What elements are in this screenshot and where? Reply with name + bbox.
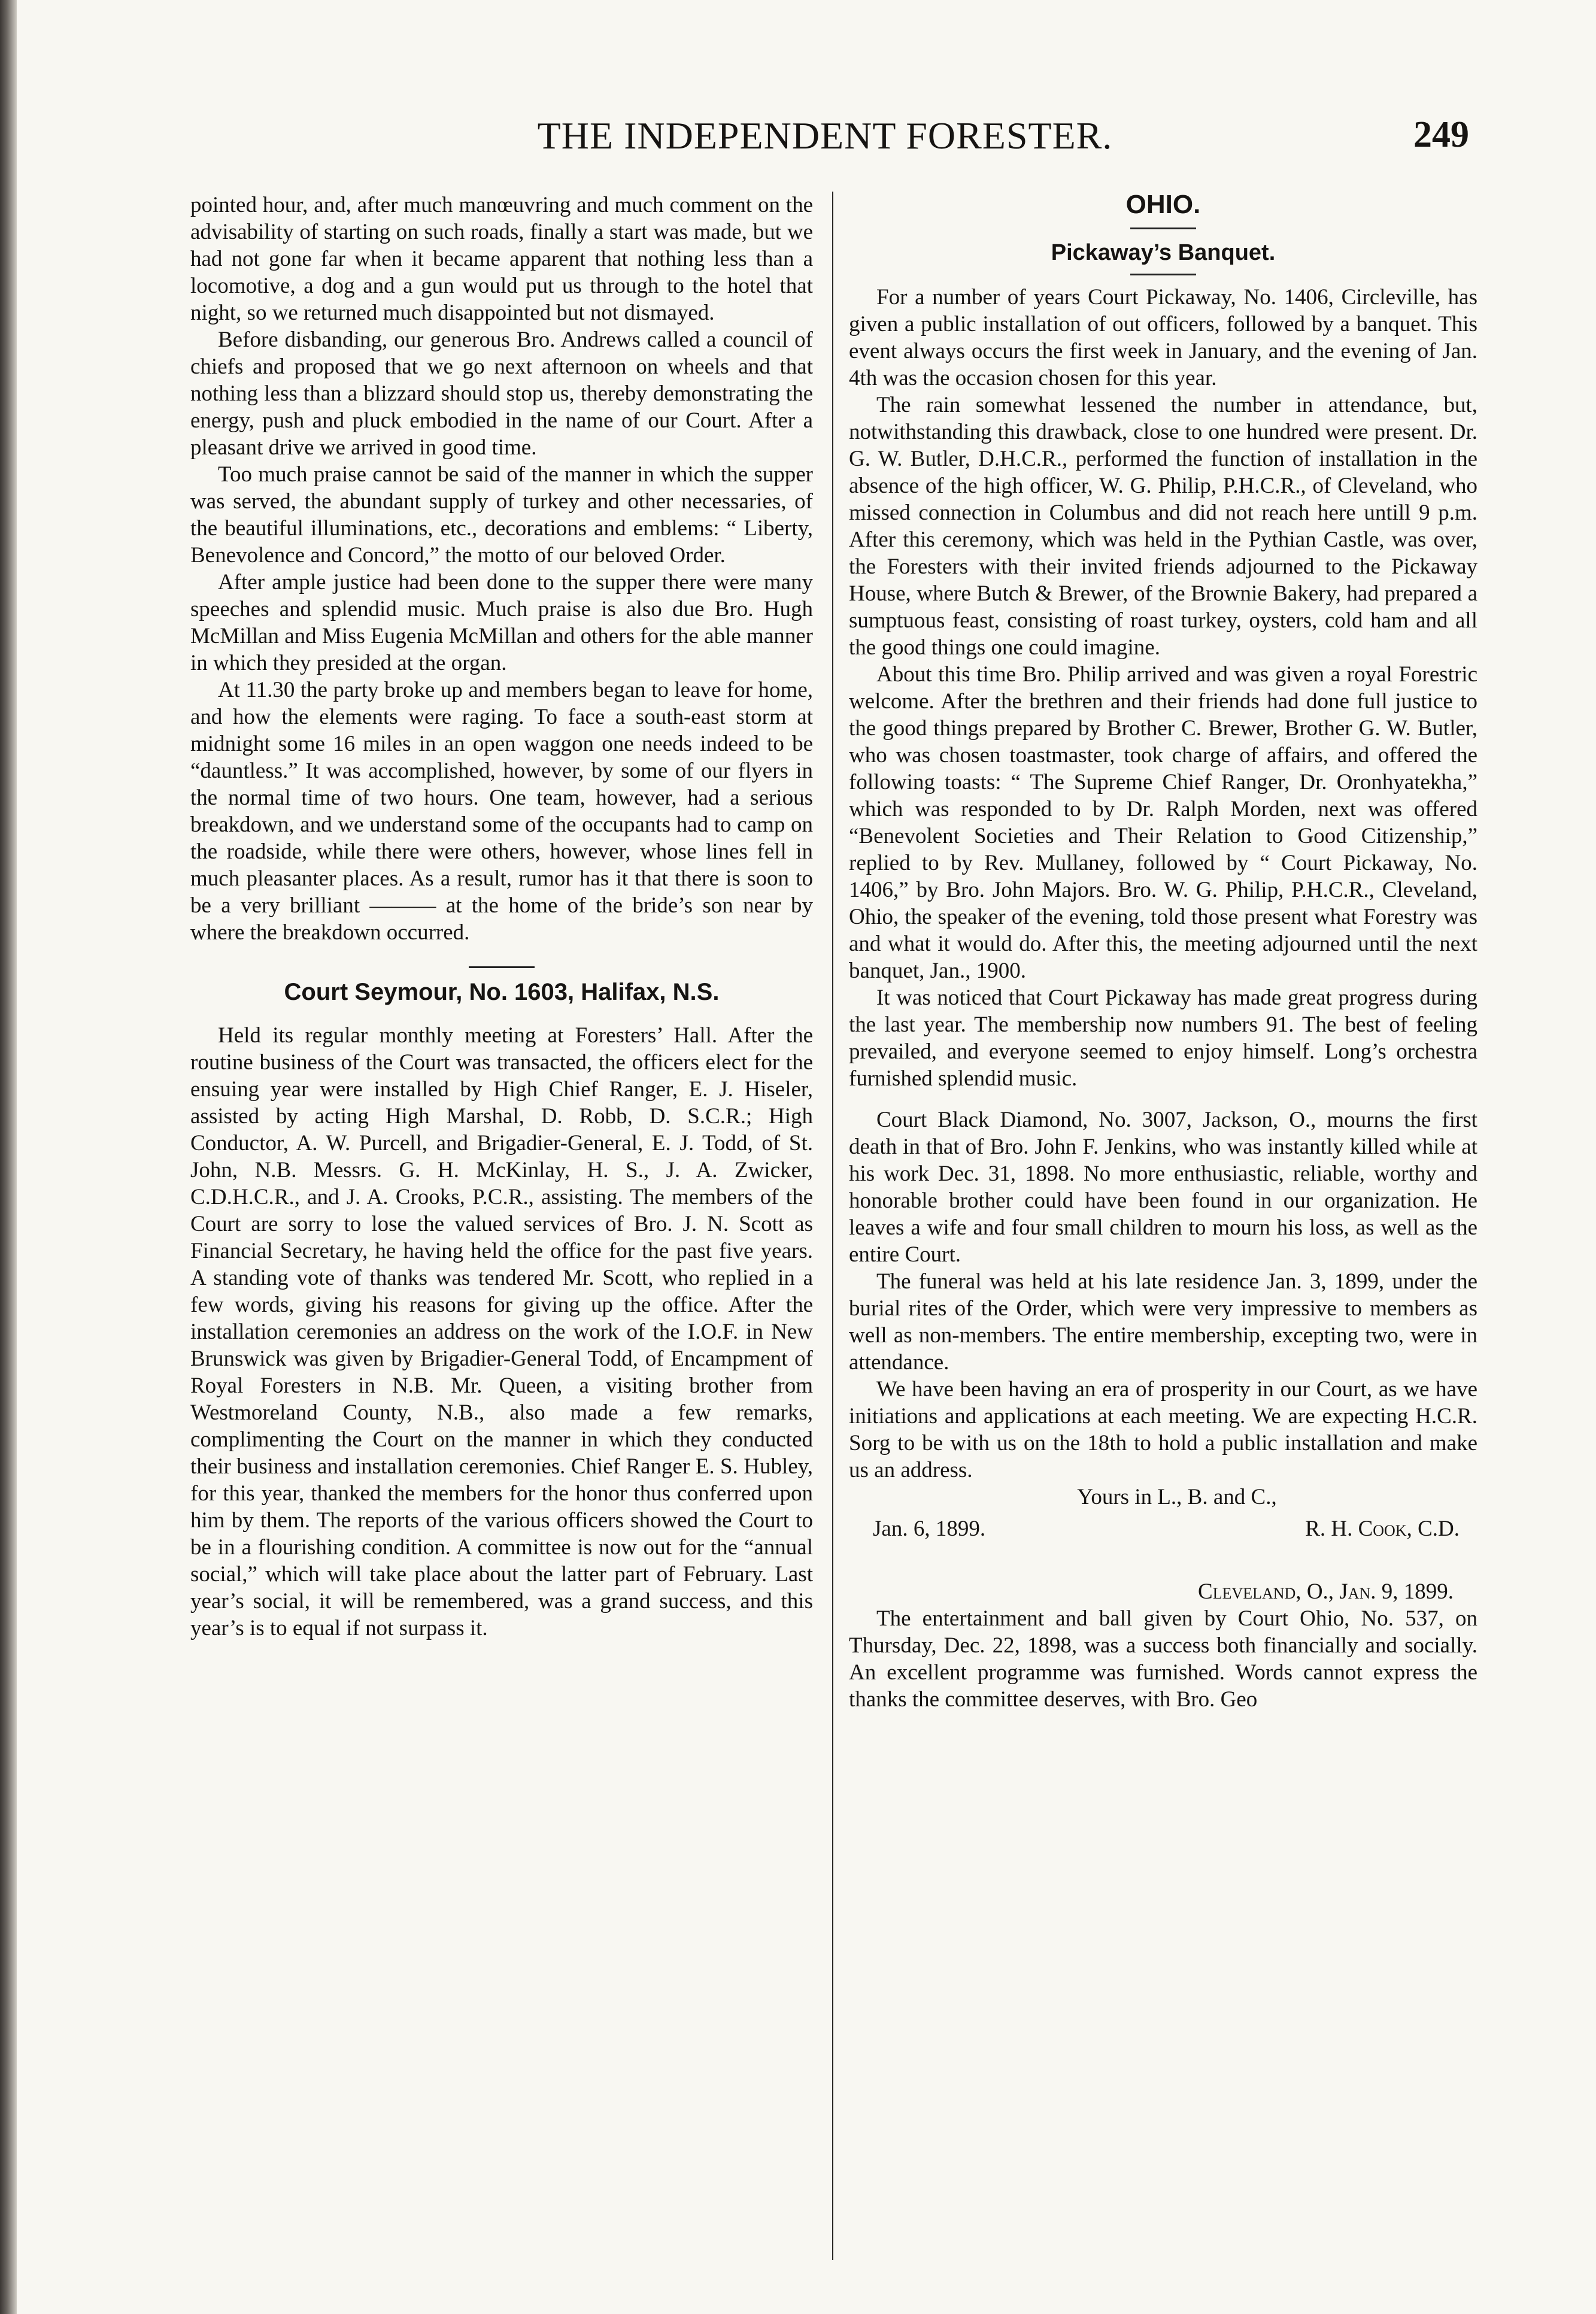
article-paragraph: At 11.30 the party broke up and members began to leave for home, and how the elements were raging. To face a south-east storm at midnight some 16 miles in an open waggon one needs indeed to be “dauntless.” It was accomplished, however, by some of our flyers in the normal time of two hours. One team, however, had a serious breakdown, and we understand some of the occupants had to camp on the roadside, while there were others, however, whose lines fell in much pleasanter places. As a result, rumor has it that there is soon to be a very brilliant ——— at the home of the bride’s son near by where the breakdown occurred. xyxy=(190,678,813,945)
page-binding-edge xyxy=(0,0,17,2314)
signature-name: R. H. Cook, C.D. xyxy=(1305,1517,1460,1541)
article-paragraph: Too much praise cannot be said of the manner in which the supper was served, the abundant supply of turkey and other necessaries, of the beautiful illuminations, etc., decorations and emblems: “ Liberty, Benevolence and Concord,” the motto of our beloved Order. xyxy=(190,462,813,568)
signature-line xyxy=(849,1515,1477,1542)
article-paragraph: The funeral was held at his late residence Jan. 3, 1899, under the burial rites of the Order, which were very impressive to members as well as non-members. The entire membership, excepting two, were in attendance. xyxy=(849,1269,1477,1375)
section-divider xyxy=(469,966,535,968)
subheading-divider xyxy=(1130,274,1196,275)
pickaway-banquet-subheading: Pickaway’s Banquet. xyxy=(1051,240,1276,265)
running-title: THE INDEPENDENT FORESTER. xyxy=(537,114,1113,157)
page-number: 249 xyxy=(1413,114,1469,155)
article-paragraph: About this time Bro. Philip arrived and was given a royal Forestric welcome. After the brethren and their friends had done full justice to the good things prepared by Brother C. Brewer, Brother G. W. Butler, who was chosen toastmaster, took charge of affairs, and offered the following toasts: “ The Supreme Chief Ranger, Dr. Oronhyatekha,” which was responded to by Dr. Ralph Morden, next was offered “Benevolent Societies and Their Relation to Good Citizenship,” replied to by Rev. Mullaney, followed by “ Court Pickaway, No. 1406,” by Bro. John Majors. Bro. W. G. Philip, P.H.C.R., Cleveland, Ohio, the speaker of the evening, told those present what Forestry was and what it would do. After this, the meeting adjourned until the next banquet, Jan., 1900. xyxy=(849,662,1477,983)
court-seymour-heading: Court Seymour, No. 1603, Halifax, N.S. xyxy=(284,979,720,1005)
article-paragraph: It was noticed that Court Pickaway has made great progress during the last year. The membership now numbers 91. The best of feeling prevailed, and everyone seemed to enjoy himself. Long’s orchestra furnished splendid music. xyxy=(849,985,1477,1091)
column-rule xyxy=(832,192,833,2260)
left-column xyxy=(190,192,813,2263)
article-paragraph: pointed hour, and, after much manœuvring and much comment on the advisability of starting on such roads, finally a start was made, but we had not gone far when it became apparent that nothing less than a locomotive, a dog and a gun would put us through to the hotel that night, so we returned much disappointed but not dismayed. xyxy=(190,193,813,325)
page-header xyxy=(190,114,1481,180)
article-paragraph: We have been having an era of prosperity in our Court, as we have initiations and applications at each meeting. We are expecting H.C.R. Sorg to be with us on the 18th to hold a public installation and make us an address. xyxy=(849,1377,1477,1482)
article-paragraph: Before disbanding, our generous Bro. Andrews called a council of chiefs and proposed that we go next afternoon on wheels and that nothing less than a blizzard should stop us, thereby demonstrating the energy, push and pluck embodied in the name of our Court. After a pleasant drive we arrived in good time. xyxy=(190,327,813,460)
article-paragraph: The rain somewhat lessened the number in attendance, but, notwithstanding this drawback, close to one hundred were present. Dr. G. W. Butler, D.H.C.R., performed the function of installation in the absence of the high officer, W. G. Philip, P.H.C.R., of Cleveland, who missed connection in Columbus and did not reach here untill 9 p.m. After this ceremony, which was held in the Pythian Castle, was over, the Foresters with their invited friends adjourned to the Pickaway House, where Butch & Brewer, of the Brownie Bakery, had prepared a sumptuous feast, consisting of roast turkey, oysters, cold ham and all the good things one could imagine. xyxy=(849,393,1477,660)
closing-salutation: Yours in L., B. and C., xyxy=(1077,1485,1277,1509)
signature-date: Jan. 6, 1899. xyxy=(873,1517,986,1541)
right-column xyxy=(849,192,1477,2263)
ohio-section-heading: OHIO. xyxy=(1125,192,1201,219)
article-paragraph: Court Black Diamond, No. 3007, Jackson, O., mourns the first death in that of Bro. John F. Jenkins, who was instantly killed while at his work Dec. 31, 1898. No more enthusiastic, reliable, worthy and honorable brother could have been found in our organization. He leaves a wife and four small children to mourn his loss, as well as the entire Court. xyxy=(849,1108,1477,1267)
article-paragraph: After ample justice had been done to the supper there were many speeches and splendid music. Much praise is also due Bro. Hugh McMillan and Miss Eugenia McMillan and others for the able manner in which they presided at the organ. xyxy=(190,570,813,675)
cleveland-dateline: Cleveland, O., Jan. 9, 1899. xyxy=(1198,1579,1454,1604)
heading-divider xyxy=(1130,228,1196,229)
article-paragraph: For a number of years Court Pickaway, No. 1406, Circleville, has given a public installation of out officers, followed by a banquet. This event always occurs the first week in January, and the evening of Jan. 4th was the occasion chosen for this year. xyxy=(849,285,1477,390)
article-paragraph: The entertainment and ball given by Court Ohio, No. 537, on Thursday, Dec. 22, 1898, was a success both financially and socially. An excellent programme was furnished. Words cannot express the thanks the committee deserves, with Bro. Geo xyxy=(849,1606,1477,1712)
magazine-page xyxy=(190,114,1481,2275)
article-paragraph: Held its regular monthly meeting at Foresters’ Hall. After the routine business of the Court was transacted, the officers elect for the ensuing year were installed by High Chief Ranger, E. J. Hiseler, assisted by acting High Marshal, D. Robb, D. S.C.R.; High Conductor, A. W. Purcell, and Brigadier-General, E. J. Todd, of St. John, N.B. Messrs. G. H. McKinlay, H. S., J. A. Zwicker, C.D.H.C.R., and J. A. Crooks, P.C.R., assisting. The members of the Court are sorry to lose the valued services of Bro. J. N. Scott as Financial Secretary, he having held the office for the past five years. A standing vote of thanks was tendered Mr. Scott, who replied in a few words, giving his reasons for giving up the office. After the installation ceremonies an address on the work of the I.O.F. in New Brunswick was given by Brigadier-General Todd, of Encampment of Royal Foresters in N.B. Mr. Queen, a visiting brother from Westmoreland County, N.B., also made a few remarks, complimenting the Court on the manner in which they conducted their business and installation ceremonies. Chief Ranger E. S. Hubley, for this year, thanked the members for the honor thus conferred upon him by them. The reports of the various officers showed the Court to be in a flourishing condition. A committee is now out for the “annual social,” which will take place about the latter part of February. Last year’s social, it will be remembered, was a grand success, and this year’s is to equal if not surpass it. xyxy=(190,1023,813,1640)
